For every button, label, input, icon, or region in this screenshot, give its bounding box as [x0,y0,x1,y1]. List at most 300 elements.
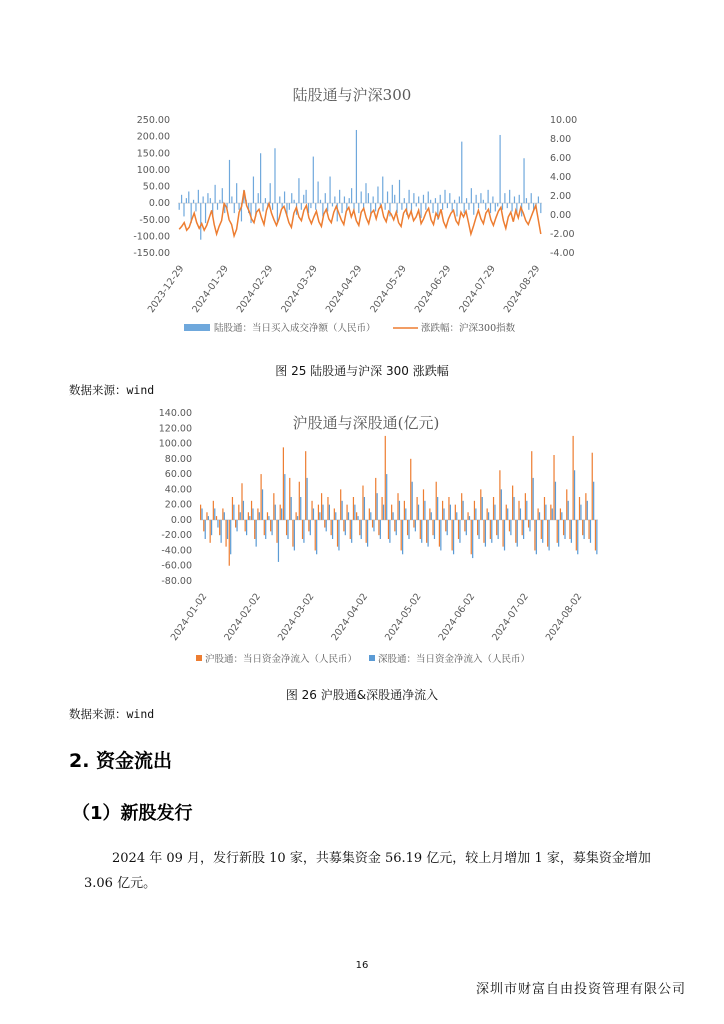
bar [550,505,551,520]
bar [265,520,266,539]
bar [249,516,250,520]
legend-label-sz: 深股通：当日资金净流入（人民币） [378,654,531,665]
bar [577,520,578,554]
bar [329,505,330,520]
bar [260,474,261,520]
bar [528,203,529,210]
bar [316,520,317,554]
x-tick-label: 2024-01-29 [190,263,231,315]
bar [405,508,406,519]
bar [473,203,474,215]
bar [326,520,327,531]
bar [401,203,402,210]
y-tick-label: 2.00 [550,191,572,202]
bar [544,497,545,520]
bar [593,482,594,520]
bar [299,482,300,520]
x-tick-label: 2024-04-29 [323,263,365,315]
bar [270,520,271,531]
bar [248,512,249,520]
bar [430,200,431,203]
bar [469,516,470,520]
bar [343,520,344,531]
bar [445,520,446,531]
y-tick-label: 80.00 [164,453,192,465]
bar [576,520,577,551]
bar [418,505,419,520]
bar [289,203,290,210]
legend-swatch-sh [196,655,202,661]
bar [221,520,222,543]
bar [397,493,398,520]
x-tick-label: 2024-03-02 [275,591,317,643]
bar [443,508,444,519]
bar [404,198,405,203]
bar [488,190,489,203]
bar [292,520,293,547]
bar [324,520,325,528]
bar [548,520,549,551]
bar [491,520,492,543]
bar [373,196,374,203]
bar [341,203,342,213]
bar [389,520,390,543]
bar [396,520,397,535]
bar [322,505,323,520]
bar [227,520,228,539]
bar [440,195,441,203]
source-note-1: 数据来源：wind [69,383,155,397]
bar [526,501,527,520]
bar [183,203,184,216]
bar [350,520,351,539]
section-heading: 2. 资金流出 [69,750,173,772]
y-tick-label: -40.00 [161,545,192,557]
bar [447,520,448,535]
bar [436,482,437,520]
bar [380,520,381,539]
bar [361,191,362,203]
bar [574,470,575,520]
bar [450,505,451,520]
bar [404,501,405,520]
bar-series-northbound [179,130,542,240]
bar [349,198,350,203]
bar [236,183,237,203]
bar [425,203,426,210]
bar [558,520,559,547]
bar [281,508,282,519]
bar [417,497,418,520]
bar [245,520,246,531]
bar [286,520,287,535]
bar [238,203,239,210]
bar [407,520,408,535]
bar [252,508,253,519]
bar [354,505,355,520]
bar [413,520,414,528]
bar [421,520,422,543]
bar [346,505,347,520]
bar [329,177,330,204]
company-footer: 深圳市财富自由投资管理有限公司 [475,982,686,997]
bar [464,203,465,213]
bar [291,193,292,203]
bar [279,196,280,203]
bar [211,520,212,535]
bar [580,505,581,520]
bar [392,185,393,203]
bar [181,195,182,203]
bar [553,455,554,520]
bar [375,478,376,520]
bar [210,520,211,543]
bar [571,520,572,543]
bar [364,497,365,520]
bar [310,203,311,208]
bar [222,188,223,203]
bar [205,520,206,539]
bar [317,182,318,204]
bar [472,520,473,558]
bar [528,520,529,528]
bar [511,203,512,211]
bar [296,512,297,520]
bar [206,512,207,520]
bar [389,203,390,216]
bar [232,497,233,520]
bar [235,520,236,528]
bar [357,516,358,520]
bar [557,520,558,543]
bar [435,198,436,203]
bar [463,501,464,520]
bar [432,520,433,535]
bar [459,196,460,203]
bar [458,520,459,539]
bar [534,520,535,551]
bar [439,520,440,547]
bar [426,520,427,543]
bar [325,193,326,203]
x-tick-label: 2024-02-02 [222,591,264,643]
bar [531,193,532,203]
figure-25-caption: 图 25 陆股通与沪深 300 涨跌幅 [275,364,449,378]
y-tick-label: 0.00 [148,198,170,210]
bar [464,520,465,531]
bar [459,520,460,543]
y-tick-label: -80.00 [161,576,192,587]
bar [496,520,497,535]
bar [377,187,378,204]
bar [268,516,269,520]
bar [501,489,502,520]
bar [490,520,491,539]
bar [547,520,548,547]
y-tick-label: 50.00 [142,181,170,193]
subsection-heading: （1）新股发行 [72,803,193,824]
bar [230,520,231,554]
bar [229,160,230,203]
bar [240,512,241,520]
bar [294,520,295,551]
bar [203,196,204,203]
bar [499,135,500,203]
page-number: 16 [355,960,369,971]
legend [196,653,530,665]
bar [399,501,400,520]
bar [294,200,295,203]
bar [272,203,273,210]
bar [520,508,521,519]
bar [219,200,220,203]
y-tick-label: -20.00 [161,530,192,542]
x-tick-label: 2024-07-02 [490,591,531,643]
y-tick-label: 0.00 [170,514,192,526]
bar [569,520,570,539]
bar [259,512,260,520]
x-tick-label: 2024-05-02 [383,591,424,643]
bar [555,482,556,520]
bar [582,520,583,535]
bar [215,185,216,203]
bar [260,153,261,203]
bar [302,520,303,539]
y-tick-label: -60.00 [161,560,192,572]
y-tick-label: -150.00 [133,248,170,259]
y-tick-label: 6.00 [550,153,572,164]
bar-series-connect [200,436,597,566]
bar [370,512,371,520]
bar [523,520,524,539]
bar [214,508,215,519]
bar [568,501,569,520]
bar [431,512,432,520]
y-tick-label: -50.00 [139,214,170,226]
bar [517,520,518,547]
bar [485,203,486,210]
bar [287,520,288,539]
bar [461,493,462,520]
bar [276,520,277,543]
bar [253,177,254,204]
bar [351,188,352,203]
bar [497,203,498,206]
bar [353,497,354,520]
bar [225,520,226,547]
bar [297,516,298,520]
bar [256,520,257,547]
y-tick-label: -4.00 [550,248,575,259]
bar [264,520,265,535]
bar [271,520,272,535]
bar [284,191,285,203]
y-tick-label: 4.00 [550,172,572,183]
bar [385,436,386,520]
bar [480,193,481,203]
bar [518,501,519,520]
bar [455,505,456,520]
bar [332,203,333,206]
bar [265,198,266,203]
bar [483,520,484,543]
y-tick-label: 120.00 [158,423,192,435]
bar [219,520,220,535]
bar [449,193,450,203]
bar [492,196,493,203]
bar [494,505,495,520]
bar [273,493,274,520]
bar [188,191,189,203]
bar [519,195,520,203]
y-tick-label: 8.00 [550,134,572,145]
bar [538,196,539,203]
bar [305,451,306,520]
bar [300,497,301,520]
bar [499,470,500,520]
bar [592,453,593,520]
bar [510,520,511,535]
bar [186,198,187,203]
legend-label-line: 涨跌幅：沪深300指数 [421,323,516,334]
bar [262,489,263,520]
bar [342,501,343,520]
bar [523,158,524,203]
bar [456,512,457,520]
bar [471,520,472,554]
bar [561,512,562,520]
bar [514,196,515,203]
y-axis [159,408,192,587]
bar [367,520,368,547]
bar [541,520,542,539]
bar [595,520,596,551]
bar [348,512,349,520]
bar [315,520,316,551]
bar [542,520,543,543]
bar [507,203,508,208]
bar [229,520,230,566]
x-tick-label: 2024-07-29 [457,263,498,315]
source-note-2: 数据来源：wind [69,707,155,721]
bar [334,508,335,519]
bar [448,497,449,520]
bar [507,508,508,519]
bar [423,489,424,520]
bar [420,520,421,539]
bar [383,505,384,520]
bar [275,505,276,520]
bar [301,203,302,210]
bar [284,474,285,520]
bar [303,520,304,543]
bar [318,505,319,520]
y-tick-label: 100.00 [136,164,170,176]
bar [488,512,489,520]
bar [289,478,290,520]
bar [217,203,218,210]
bar [453,520,454,554]
bar [369,508,370,519]
bar [474,501,475,520]
bar [418,196,419,203]
bar [401,520,402,551]
bar [483,200,484,203]
y-tick-label: 200.00 [136,131,170,143]
bar [344,196,345,203]
bar [468,203,469,210]
y-tick-label: -100.00 [133,231,170,243]
y-tick-label: 250.00 [136,115,170,126]
bar [243,501,244,520]
body-paragraph: 2024 年 09 月，发行新股 10 家，共募集资金 56.19 亿元，较上月增加 1 家，募集资金增加 3.06 亿元。 [84,851,651,891]
bar [480,489,481,520]
bar [456,203,457,216]
bar [377,493,378,520]
bar [415,520,416,531]
bar [428,191,429,203]
bar [222,508,223,519]
bar [200,203,201,240]
bar [587,501,588,520]
bar [306,190,307,203]
bar [423,195,424,203]
bar [478,203,479,208]
bar [442,203,443,210]
x-axis [146,263,543,315]
x-axis [169,591,585,643]
bar [410,459,411,520]
bar [452,520,453,551]
bar [331,520,332,535]
bar [526,198,527,203]
bar [313,508,314,519]
bar [564,520,565,539]
bar [420,203,421,218]
bar [270,183,271,203]
bar [478,520,479,539]
x-tick-label: 2024-02-29 [234,263,276,315]
bar [298,178,299,203]
bar [504,193,505,203]
bar [588,520,589,539]
bar [280,505,281,520]
bar [233,505,234,520]
bar [482,497,483,520]
bar [382,177,383,204]
bar [385,203,386,210]
bar [340,489,341,520]
bar [213,501,214,520]
bar [362,486,363,520]
bar [454,200,455,203]
bar [442,501,443,520]
bar [381,497,382,520]
bar [321,493,322,520]
bar [311,501,312,520]
y-axis-right [550,115,577,259]
bar [373,520,374,531]
bar [291,497,292,520]
bar [274,148,275,203]
bar [224,512,225,520]
bar [246,520,247,535]
bar [502,203,503,210]
bar [378,520,379,535]
bar [236,520,237,531]
bar [254,520,255,539]
bar [584,520,585,539]
